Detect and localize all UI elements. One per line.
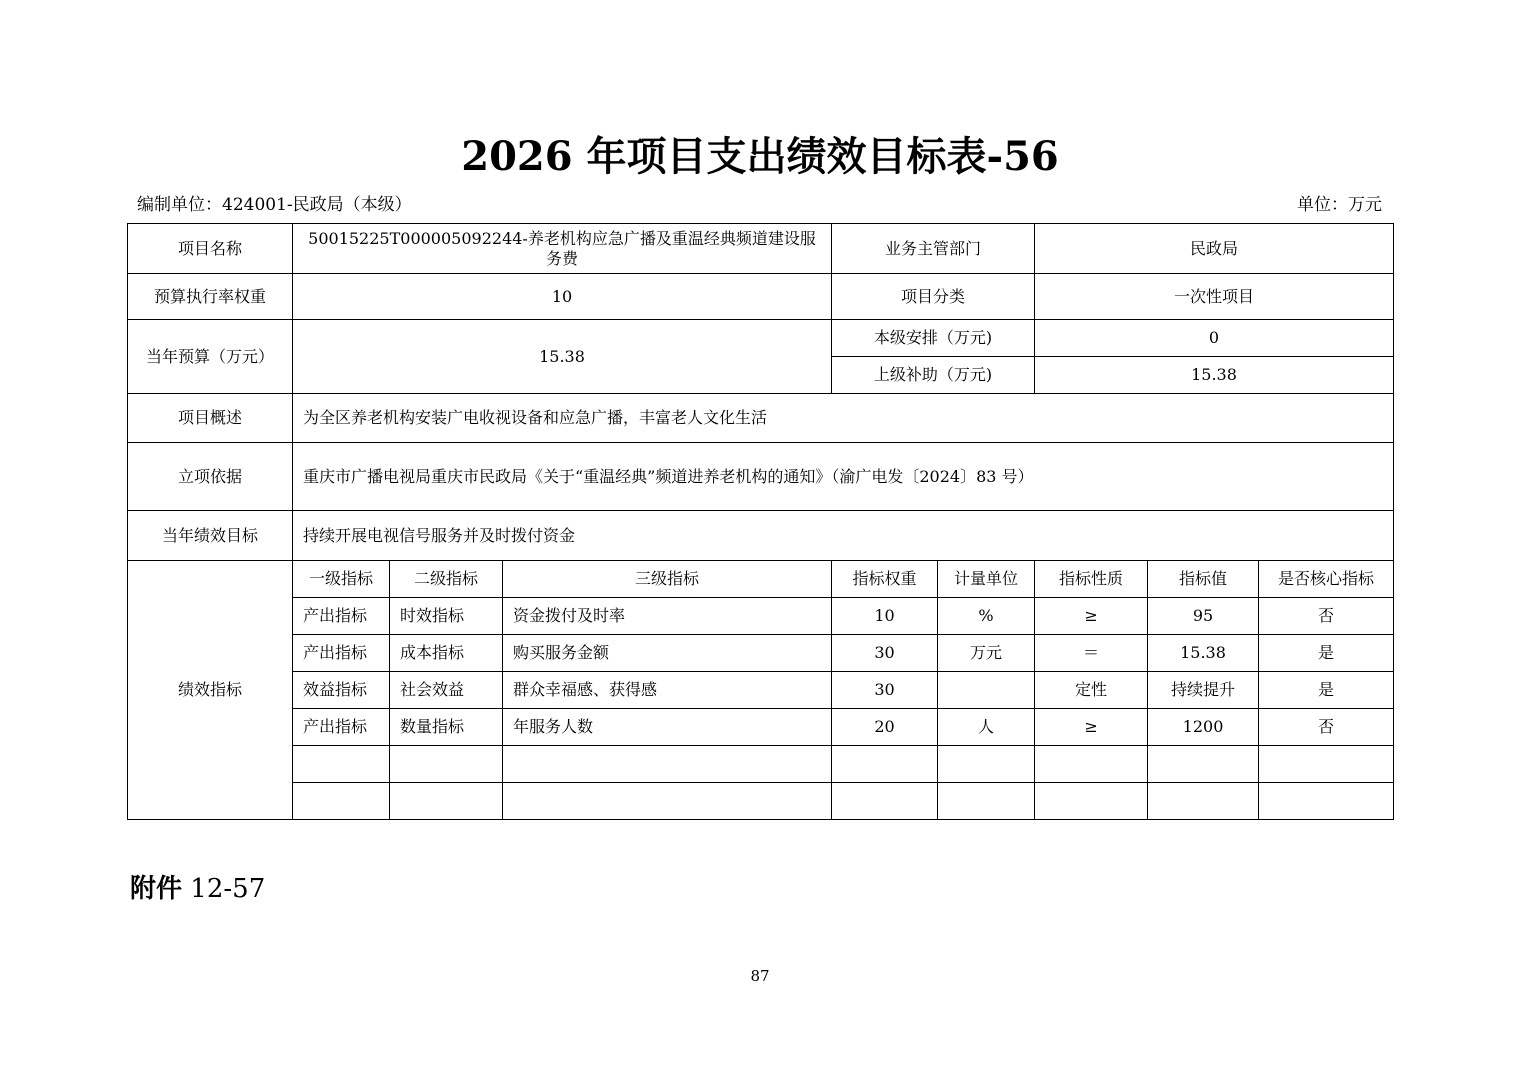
basis-label: 立项依据 [128, 443, 293, 511]
indicator-cell-level3: 资金拨付及时率 [503, 598, 832, 635]
indicator-cell-unit: % [938, 598, 1035, 635]
indicator-row [128, 672, 1394, 709]
indicator-cell-value: 1200 [1148, 709, 1259, 746]
dept-label: 业务主管部门 [832, 224, 1035, 274]
indicator-cell-core: 是 [1259, 635, 1394, 672]
indicator-cell-level3 [503, 783, 832, 820]
attachment-number: 12-57 [182, 874, 266, 904]
indicator-row [128, 598, 1394, 635]
local-label: 本级安排（万元) [832, 320, 1035, 357]
indicator-cell-level2: 成本指标 [390, 635, 503, 672]
indicator-cell-unit [938, 672, 1035, 709]
overview-row [128, 394, 1394, 443]
budget-row [128, 320, 1394, 357]
indicator-cell-core: 是 [1259, 672, 1394, 709]
indicator-cell-nature: 定性 [1035, 672, 1148, 709]
basis-value: 重庆市广播电视局重庆市民政局《关于“重温经典”频道进养老机构的通知》（渝广电发〔2024〕83 号） [293, 443, 1394, 511]
indicator-cell-value [1148, 783, 1259, 820]
indicator-cell-level3: 购买服务金额 [503, 635, 832, 672]
currency-unit: 单位：万元 [1297, 195, 1382, 215]
indicator-cell-weight: 30 [832, 635, 938, 672]
indicator-cell-level2 [390, 783, 503, 820]
indicator-header-value: 指标值 [1148, 561, 1259, 598]
exec-weight-value: 10 [293, 274, 832, 320]
indicator-cell-unit [938, 746, 1035, 783]
indicator-cell-unit [938, 783, 1035, 820]
upper-value: 15.38 [1035, 357, 1394, 394]
indicator-cell-core [1259, 783, 1394, 820]
project-name-row [128, 224, 1394, 274]
indicator-row [128, 746, 1394, 783]
overview-value: 为全区养老机构安装广电收视设备和应急广播，丰富老人文化生活 [293, 394, 1394, 443]
indicator-row [128, 783, 1394, 820]
indicator-cell-weight [832, 746, 938, 783]
category-value: 一次性项目 [1035, 274, 1394, 320]
indicator-cell-core: 否 [1259, 598, 1394, 635]
indicator-cell-nature: ＝ [1035, 635, 1148, 672]
indicator-header-level3: 三级指标 [503, 561, 832, 598]
indicator-cell-level3: 群众幸福感、获得感 [503, 672, 832, 709]
indicator-header-weight: 指标权重 [832, 561, 938, 598]
indicator-row [128, 635, 1394, 672]
indicator-cell-level2: 时效指标 [390, 598, 503, 635]
indicator-cell-unit: 人 [938, 709, 1035, 746]
indicator-cell-level3: 年服务人数 [503, 709, 832, 746]
local-value: 0 [1035, 320, 1394, 357]
goal-value: 持续开展电视信号服务并及时拨付资金 [293, 511, 1394, 561]
indicator-cell-weight: 30 [832, 672, 938, 709]
indicator-header-nature: 指标性质 [1035, 561, 1148, 598]
indicator-cell-level1: 效益指标 [293, 672, 390, 709]
indicator-cell-weight [832, 783, 938, 820]
indicator-cell-level1 [293, 783, 390, 820]
indicator-header-unit: 计量单位 [938, 561, 1035, 598]
indicator-cell-level1: 产出指标 [293, 709, 390, 746]
attachment-prefix: 附件 [130, 874, 183, 904]
performance-target-table [127, 223, 1394, 820]
project-name-value: 50015225T000005092244-养老机构应急广播及重温经典频道建设服务费 [293, 224, 832, 274]
indicator-header-core: 是否核心指标 [1259, 561, 1394, 598]
indicator-cell-value: 15.38 [1148, 635, 1259, 672]
budget-label: 当年预算（万元） [128, 320, 293, 394]
budget-value: 15.38 [293, 320, 832, 394]
upper-label: 上级补助（万元) [832, 357, 1035, 394]
indicator-cell-level2: 社会效益 [390, 672, 503, 709]
indicator-cell-nature [1035, 746, 1148, 783]
indicator-cell-value: 持续提升 [1148, 672, 1259, 709]
indicator-cell-weight: 10 [832, 598, 938, 635]
indicator-header-row [128, 561, 1394, 598]
indicator-cell-level1 [293, 746, 390, 783]
indicator-cell-level1: 产出指标 [293, 635, 390, 672]
page-number: 87 [750, 967, 770, 985]
indicator-cell-level2 [390, 746, 503, 783]
indicator-cell-level3 [503, 746, 832, 783]
indicator-cell-nature [1035, 783, 1148, 820]
attachment-label [130, 872, 265, 906]
basis-row [128, 443, 1394, 511]
indicator-cell-nature: ≥ [1035, 598, 1148, 635]
exec-weight-label: 预算执行率权重 [128, 274, 293, 320]
goal-row [128, 511, 1394, 561]
indicator-cell-unit: 万元 [938, 635, 1035, 672]
page-title: 2026 年项目支出绩效目标表-56 [461, 133, 1059, 180]
indicator-cell-value [1148, 746, 1259, 783]
indicator-header-level1: 一级指标 [293, 561, 390, 598]
indicator-cell-level1: 产出指标 [293, 598, 390, 635]
indicator-cell-core [1259, 746, 1394, 783]
overview-label: 项目概述 [128, 394, 293, 443]
category-label: 项目分类 [832, 274, 1035, 320]
indicator-cell-weight: 20 [832, 709, 938, 746]
indicator-row [128, 709, 1394, 746]
project-name-label: 项目名称 [128, 224, 293, 274]
compiling-unit: 编制单位：424001-民政局（本级） [137, 195, 412, 215]
indicator-cell-core: 否 [1259, 709, 1394, 746]
exec-weight-row [128, 274, 1394, 320]
goal-label: 当年绩效目标 [128, 511, 293, 561]
indicators-section-label: 绩效指标 [128, 561, 293, 820]
indicator-cell-value: 95 [1148, 598, 1259, 635]
indicator-cell-nature: ≥ [1035, 709, 1148, 746]
dept-value: 民政局 [1035, 224, 1394, 274]
indicator-header-level2: 二级指标 [390, 561, 503, 598]
indicator-cell-level2: 数量指标 [390, 709, 503, 746]
